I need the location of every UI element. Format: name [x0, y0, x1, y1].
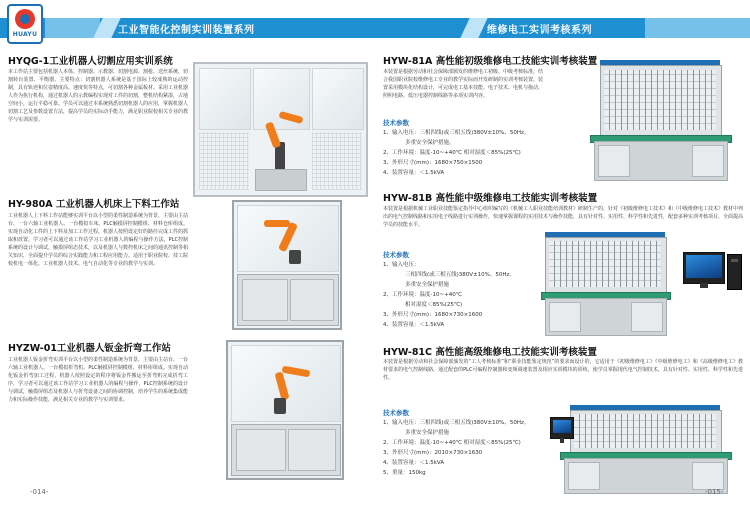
robot-base [274, 398, 286, 414]
left-header-bar [0, 18, 375, 38]
param-row: 2、工作环境：温度-10~+40℃ [383, 292, 462, 298]
trainer-bench-b-image [545, 232, 745, 337]
robot-cutting-cell-image [193, 62, 368, 197]
drawer [692, 462, 724, 490]
right-page [375, 0, 750, 513]
left-header-title: 工业智能化控制实训装置系列 [118, 25, 255, 36]
glass-panel [231, 345, 341, 422]
base-cabinet [237, 274, 339, 326]
monitor-screen [553, 420, 571, 433]
params-heading: 技术参数 [383, 119, 409, 127]
product-title-hyqg1: HYQG-1工业机器人切割应用实训系统 [8, 56, 173, 67]
params-hyw81a [383, 118, 548, 178]
product-title-hyw81b: HYW-81B 高性能中级维修电工技能实训考核装置 [383, 193, 598, 204]
robot-base [289, 250, 301, 264]
robot-arm [264, 220, 290, 227]
cabinet-door [236, 429, 286, 471]
param-row: 5、重量：150kg [383, 470, 426, 476]
param-row: 三相四线(或三相五线)380V±10%、50Hz。 [405, 272, 515, 278]
param-row: 相对湿度＜85%(25℃) [405, 302, 463, 308]
cabinet-door [288, 429, 336, 471]
logo-text: HUAYU [12, 31, 38, 38]
pc-tower [727, 254, 742, 290]
logo-mark-icon [15, 9, 35, 29]
monitor-screen [686, 255, 722, 278]
mesh-panel [312, 132, 362, 190]
param-row: 1、输入电压： [383, 262, 420, 268]
drawer [598, 145, 630, 177]
param-row: 4、装置容量：＜1.5kVA [383, 322, 445, 328]
right-header-title: 维修电工实训考核系列 [487, 25, 592, 36]
product-desc-hyw81a: 本装置是根据劳动和社会保障部颁发的维修电工初级、中级考核标准，结合我国职业院校维修电工专业的教学实际而开发研制的实训考核装置。装置采用模块化结构设计，可完成电工基本技能、电子技术、电机与拖动、照明电路、低压电器控制线路等多项实训内容。 [383, 69, 543, 99]
computer-monitor [683, 252, 725, 284]
param-row: 多重安全保护措施 [405, 282, 450, 288]
product-title-hyw81c: HYW-81C 高性能高级维修电工技能实训考核装置 [383, 347, 597, 358]
glass-panel [199, 68, 251, 130]
param-row: 3、外形尺寸(mm)：1680×730×1600 [383, 312, 483, 318]
param-row: 多重安全保护措施。 [405, 140, 455, 146]
product-title-hyw81a: HYW-81A 高性能初级维修电工技能实训考核装置 [383, 56, 598, 67]
header-accent-tab [45, 18, 100, 38]
header-accent-tab [645, 18, 750, 38]
param-row: 多重安全保护措施 [405, 430, 450, 436]
drawer [549, 302, 581, 332]
right-header-bar [375, 18, 750, 38]
params-heading: 技术参数 [383, 251, 409, 259]
left-page-number: -014- [30, 488, 49, 496]
product-desc-hyqg1: 本工作站主要包括机器人本体、控制器、示教器、切割电源、割枪、送丝系统、切割转台装置、平衡器。主要特点：切割机器人系统是基于国际上较成熟的运动控制，具有轨迹和位姿精度高、速度快等特点，可切割各种金属板材。采用工业机器人作为执行机构，通过机器人的示教编程实现对工件的切割，整机结构紧凑，占地空间小，运行平稳可靠。学员可以通过本系统熟悉切割机器人的应用，掌握机器人切割工艺及参数设置方法，提高学员的实际动手能力，满足职业院校相关专业的教学与实训需要。 [8, 69, 188, 123]
mesh-panel [199, 132, 249, 190]
huayu-logo [7, 4, 43, 44]
param-row: 3、外形尺寸(mm)：2010×730×1630 [383, 450, 483, 456]
product-desc-hyw81b: 本装置是根据机械工业职业技能鉴定指导中心组织编写的《机械工人职业技能培训教材》研制生产的，针对《初级维修电工技术》和《中级维修电工技术》教材中列出的电气控制线路和实用电子线路进行实训操作，快速掌握课程的实用技术与操作技能，具有针对性、实用性、科学性和先进性，配套多种实训考核项目，全面提高学员的技能水平。 [383, 206, 743, 228]
robot-lathe-station-image [232, 200, 342, 330]
product-desc-hyw81c: 本装置是根据劳动和社会保障部颁发的“工人考核标准”和“职业技能鉴定规范”的要求而设计的，它适用于《初级维修电工》《中级维修电工》和《高级维修电工》教材要求的电气控制线路，通过配套的PLC可编程控制器和变频调速装置及相应实训模块的训练，使学员掌握现代电气控制技术，具有针对性、实用性、科学性和先进性。 [383, 359, 743, 381]
param-row: 3、外形尺寸(mm)：1680×750×1500 [383, 160, 483, 166]
robot-bending-station-image [226, 340, 344, 480]
base-cabinet [231, 424, 341, 476]
drawer [568, 462, 600, 490]
module-grid [604, 70, 716, 130]
trainer-bench-c-image [550, 405, 745, 495]
params-hyw81b [383, 250, 523, 330]
param-row: 4、装置容量：＜1.5kVA [383, 170, 445, 176]
param-row: 2、工作环境：温度-10~+40℃ 相对湿度＜85%(25℃) [383, 150, 521, 156]
cabinet-door [242, 279, 288, 321]
product-title-hy980a: HY-980A 工业机器人机床上下料工作站 [8, 199, 180, 210]
param-row: 2、工作环境：温度-10~+40℃ 相对湿度＜85%(25℃) [383, 440, 521, 446]
header-stripe [460, 18, 487, 38]
drawer [631, 302, 663, 332]
right-page-number: -015- [705, 488, 724, 496]
computer-monitor [550, 417, 574, 439]
drawer [692, 145, 724, 177]
params-heading: 技术参数 [383, 409, 409, 417]
glass-panel [312, 68, 364, 130]
cabinet-door [290, 279, 334, 321]
trainer-bench-a-image [580, 60, 740, 180]
monitor-stand [560, 438, 564, 443]
param-row: 1、输入电压：三相四线(或三相五线)380V±10%、50Hz。 [383, 130, 530, 136]
param-row: 4、装置容量：＜1.5kVA [383, 460, 445, 466]
work-table [255, 169, 307, 191]
product-desc-hyzw01: 工业机器人钣金折弯实训平台以小型的柔性制造系统为背景，主要由主站台、一台六轴工业机器人、一台模拟折弯机、PLC触摸屏控制模组、材料库组成。实现自动化钣金折弯加工过程，机器人按照设定的程序将钣金件搬运至折弯机完成折弯工序，学习者可以通过该工作站学习工业机器人的编程与操作，PLC控制系统的设计与调试，触摸屏组态及机器人与折弯设备之间的协调控制，培养学生的系统集成能力和实际操作技能，满足相关专业的教学与实训要求。 [8, 357, 188, 403]
module-grid [574, 414, 716, 448]
params-hyw81c [383, 408, 553, 478]
module-grid [549, 241, 661, 287]
monitor-stand [700, 283, 708, 288]
product-desc-hy980a: 工业机器人上下料工作站能够实训平台以小型的柔性制造系统为背景，主要由主站台、一台六轴工业机器人、一台模拟车床、PLC触摸屏控制模组、材料仓库组成。实现自动化工件的上下料及加工工作过程，机器人按照设定好的路径完成工件的抓取和放置，学习者可以通过该工作站学习工业机器人的编程与操作方法，PLC控制系统的设计与调试，触摸屏组态技术，以及机器人与数控机床之间的通讯控制等相关知识，全面提升学员的综合实践能力和工程应用能力。适用于职业院校、技工院校机电一体化、工业机器人技术、电气自动化等专业的教学与实训。 [8, 213, 188, 267]
product-title-hyzw01: HYZW-01工业机器人钣金折弯工作站 [8, 343, 171, 354]
param-row: 1、输入电压：三相四线(或三相五线)380V±10%、50Hz。 [383, 420, 530, 426]
